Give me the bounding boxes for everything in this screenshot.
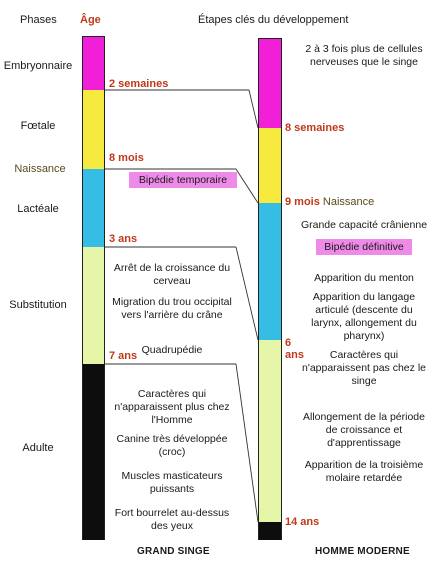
ape-bar-embryo	[82, 36, 105, 90]
ape-age-8-mois: 8 mois	[109, 152, 144, 164]
label-muscles: Muscles masticateurs puissants	[121, 470, 223, 496]
footer-homme-moderne: HOMME MODERNE	[315, 546, 410, 557]
human-bar-substitution	[258, 340, 282, 522]
label-canine: Canine très développée (croc)	[116, 433, 228, 459]
line-8-mois-slant	[236, 169, 258, 203]
label-molaire: Apparition de la troisième molaire retardée	[304, 459, 424, 485]
phase-adulte: Adulte	[22, 442, 54, 454]
label-bipedie-definitive: Bipédie définitive	[316, 239, 412, 255]
footer-grand-singe: GRAND SINGE	[137, 546, 210, 557]
ape-bar-fetal	[82, 90, 105, 169]
line-7-ans-slant	[236, 364, 258, 522]
ape-age-3-ans: 3 ans	[109, 233, 138, 245]
human-bar-lacteal	[258, 203, 282, 340]
label-cellules: 2 à 3 fois plus de cellules nerveuses que le singe	[305, 43, 423, 69]
header-steps: Étapes clés du développement	[198, 14, 349, 26]
ape-bar-adult	[82, 364, 105, 540]
phase-foetale: Fœtale	[20, 120, 56, 132]
line-2-semaines-slant	[249, 90, 258, 128]
ape-bar-lacteal	[82, 169, 105, 247]
label-bourrelet: Fort bourrelet au-dessus des yeux	[114, 507, 230, 533]
ape-age-7-ans: 7 ans	[109, 350, 138, 362]
human-age-9-mois-value: 9 mois	[285, 196, 320, 208]
label-allongement: Allongement de la période de croissance et d'apprentissage	[302, 411, 425, 450]
header-phases: Phases	[20, 14, 57, 26]
human-age-ans: ans	[285, 349, 304, 361]
label-capacite: Grande capacité crânienne	[300, 219, 428, 231]
human-age-14-ans: 14 ans	[285, 516, 320, 528]
ape-age-2-semaines: 2 semaines	[109, 78, 169, 90]
label-migration-trou: Migration du trou occipital vers l'arrière du crâne	[112, 296, 232, 322]
phase-substitution: Substitution	[9, 299, 67, 311]
label-langage: Apparition du langage articulé (descente du larynx, allongement du pharynx)	[311, 291, 417, 343]
header-age: Âge	[80, 14, 101, 26]
human-age-8-semaines: 8 semaines	[285, 122, 345, 134]
label-caracteres-homme: Caractères qui n'apparaissent pas chez le singe	[301, 349, 426, 388]
human-bar-adult	[258, 522, 282, 540]
label-menton: Apparition du menton	[314, 272, 414, 284]
phase-embryonnaire: Embryonnaire	[3, 60, 73, 72]
human-age-9-mois	[285, 196, 374, 208]
phase-lacteale: Lactéale	[17, 203, 59, 215]
phase-naissance: Naissance	[14, 163, 66, 175]
line-3-ans-slant	[236, 247, 258, 340]
human-bar-fetal	[258, 128, 282, 203]
label-caracteres-ape: Caractères qui n'apparaissent plus chez l'Homme	[114, 388, 230, 427]
ape-bar-substitution	[82, 247, 105, 364]
human-bar-embryo	[258, 38, 282, 128]
human-age-naissance: Naissance	[322, 196, 375, 208]
label-arret-croissance: Arrêt de la croissance du cerveau	[113, 262, 231, 288]
human-age-6: 6	[285, 337, 292, 349]
label-bipedie-temporaire: Bipédie temporaire	[129, 172, 237, 188]
label-quadrupedie: Quadrupédie	[141, 344, 203, 356]
